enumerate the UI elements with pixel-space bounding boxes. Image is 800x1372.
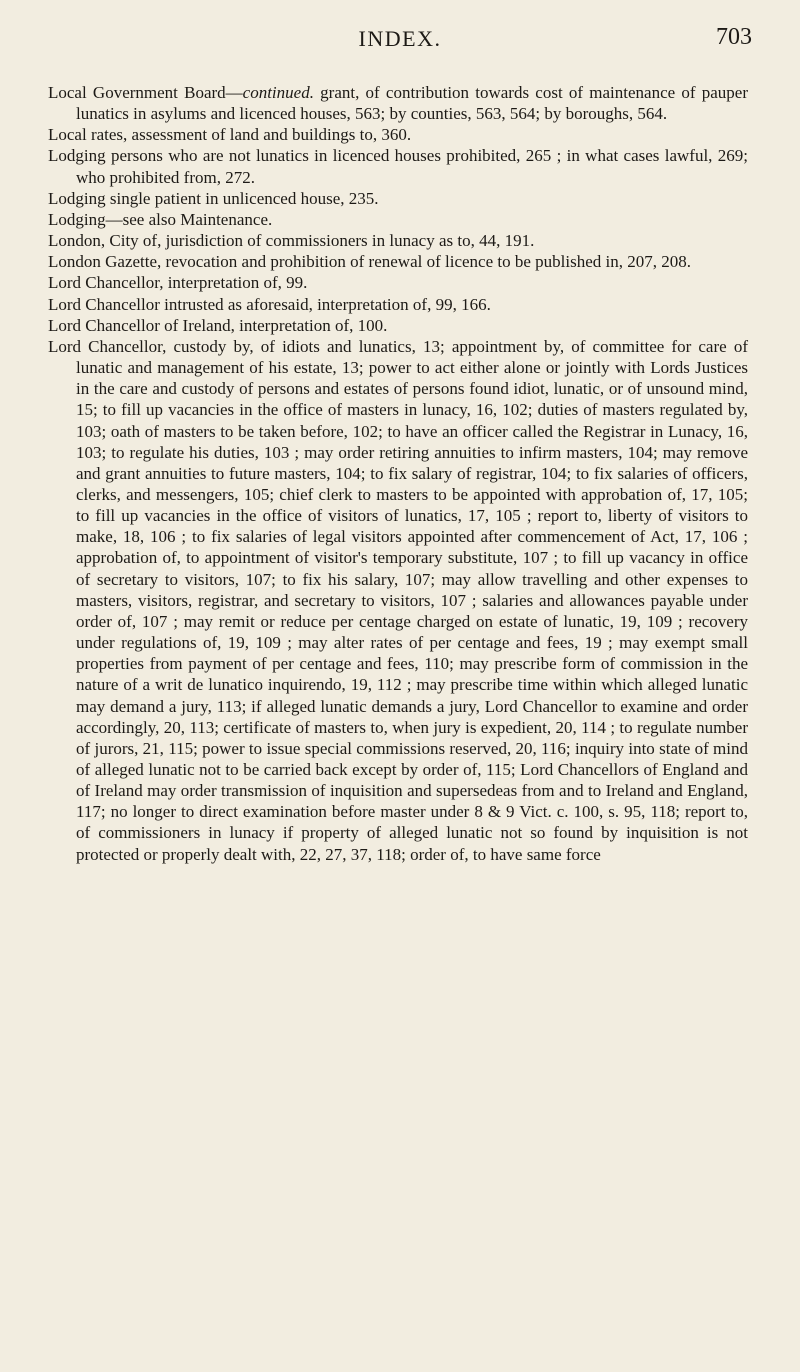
index-entry-lord-chancellor-custody: Lord Chancellor, custody by, of idiots and lunatics, 13; appointment by, of committee for care of lunatic and management of his estate, 13; power to act either alone or jointly with Lords Justices in the care and custody of persons and estates of persons found idiot, lunatic, or of unsound mind, 15; to fill up vacancies in the office of masters in lunacy, 16, 102; duties of masters regulated by, 103; oath of masters to be taken before, 102; to have an officer called the Registrar in Lunacy, 16, 103; to regulate his duties, 103 ; may order retiring annuities to infirm masters, 104; may remove and grant annuities to future masters, 104; to fix salary of registrar, 104; to fix salaries of officers, clerks, and messengers, 105; chief clerk to masters to be appointed with approbation of, 17, 105; to fill up vacancies in the office of visitors of lunatics, 17, 105 ; report to, liberty of visitors to make, 18, 106 ; to fix salaries of legal visitors appointed after commencement of Act, 17, 106 ; approbation of, to appointment of visitor's temporary substitute, 107 ; to fill up vacancy in office of secretary to visitors, 107; to fix his salary, 107; may allow travelling and other expenses to masters, visitors, registrar, and secretary to visitors, 107 ; salaries and allowances payable under order of, 107 ; may remit or reduce per centage charged on estate of lunatic, 19, 109 ; recovery under regulations of, 19, 109 ; may alter rates of per centage and fees, 19 ; may exempt small properties from payment of per centage and fees, 110; may prescribe form of commission in the nature of a writ de lunatico inquirendo, 19, 112 ; may prescribe time within which alleged lunatic may demand a jury, 113; if alleged lunatic demands a jury, Lord Chancellor to examine and order accordingly, 20, 113; certificate of masters to, when jury is expedient, 20, 114 ; to regulate number of jurors, 21, 115; power to issue special commissions reserved, 20, 116; inquiry into state of mind of alleged lunatic not to be carried back except by order of, 115; Lord Chancellors of England and of Ireland may order transmission of inquisition and supersedeas from and to Ireland and England, 117; no longer to direct examination before master under 8 & 9 Vict. c. 100, s. 95, 118; report to, of commissioners in lunacy if property of alleged lunatic not so found by inquisition is not protected or properly dealt with, 22, 27, 37, 118; order of, to have same force	[48, 336, 748, 864]
entry-heading: Local Government Board—	[48, 83, 243, 102]
index-entry-lord-chancellor-ireland: Lord Chancellor of Ireland, interpretation of, 100.	[48, 315, 388, 335]
index-entry-lodging-single-patient: Lodging single patient in unlicenced house, 235.	[48, 188, 379, 208]
index-entry-lord-chancellor-interpretation: Lord Chancellor, interpretation of, 99.	[48, 273, 308, 293]
index-entries	[48, 82, 748, 865]
page-title: INDEX.	[358, 26, 442, 51]
index-entry-lodging-persons: Lodging persons who are not lunatics in licenced houses prohibited, 265 ; in what cases lawful, 269; who prohibited from, 272.	[48, 146, 748, 187]
index-entry-london-gazette: London Gazette, revocation and prohibition of renewal of licence to be published in, 207, 208.	[48, 252, 691, 272]
index-entry-london-city: London, City of, jurisdiction of commissioners in lunacy as to, 44, 191.	[48, 231, 535, 251]
index-entry-lodging-see-also: Lodging—see also Maintenance.	[48, 209, 273, 229]
entry-text: grant, of contribution towards cost of maintenance of pauper lunatics in asylums and licenced houses, 563; by counties, 563, 564; by boroughs, 564.	[76, 83, 749, 124]
entry-continued-label: continued.	[242, 83, 314, 102]
running-head	[0, 22, 800, 62]
index-entry-local-rates: Local rates, assessment of land and buildings to, 360.	[48, 125, 412, 145]
index-entry-lord-chancellor-intrusted: Lord Chancellor intrusted as aforesaid, interpretation of, 99, 166.	[48, 294, 491, 314]
page-number: 703	[716, 24, 752, 50]
index-entry-local-government-board	[48, 82, 748, 124]
